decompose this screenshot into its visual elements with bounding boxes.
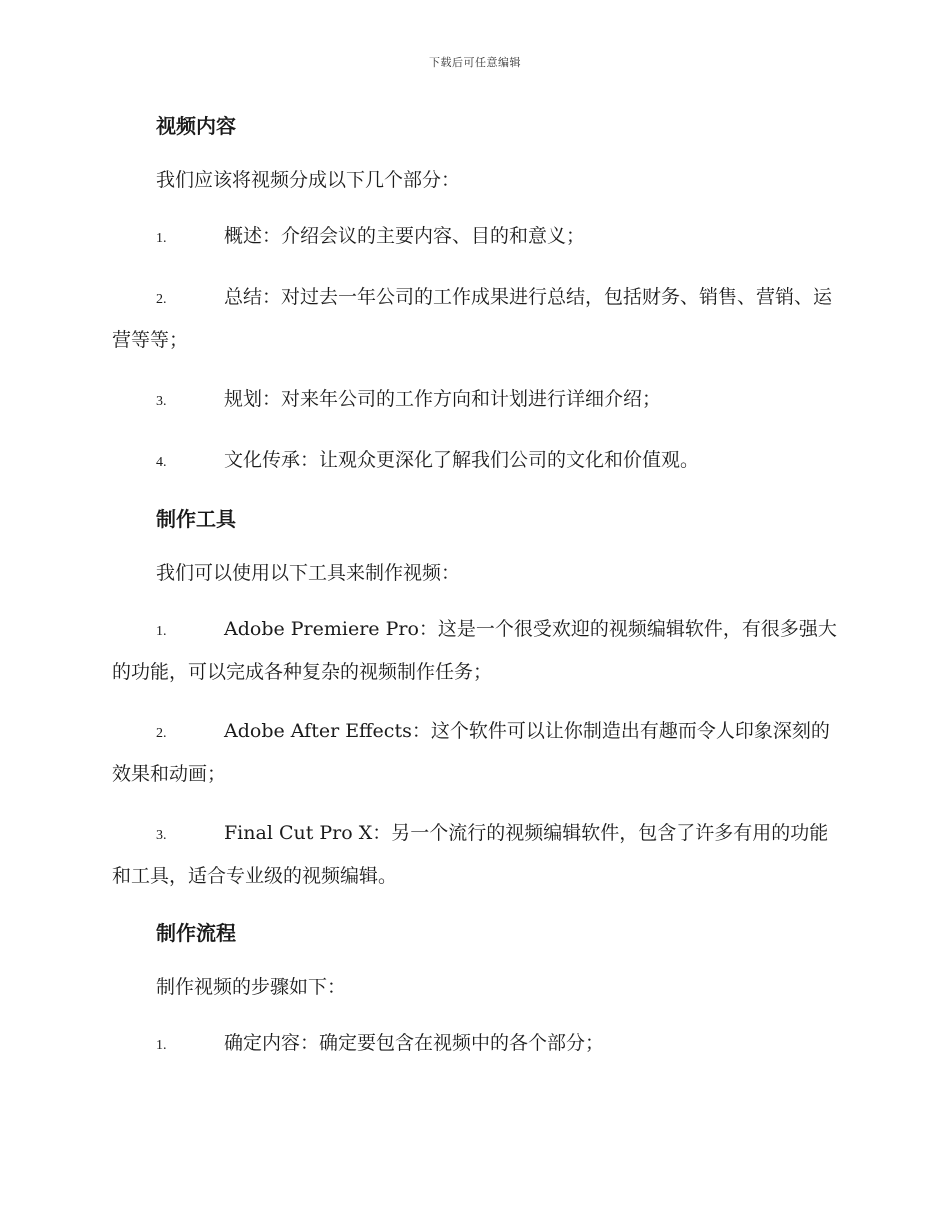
document-body xyxy=(112,108,838,1084)
list-text: Adobe Premiere Pro：这是一个很受欢迎的视频编辑软件，有很多强大的功能，可以完成各种复杂的视频制作任务； xyxy=(112,618,837,683)
list-number: 1. xyxy=(156,624,167,639)
list-number: 1. xyxy=(156,231,167,246)
list-number: 2. xyxy=(156,726,167,741)
list-item xyxy=(112,379,838,422)
list-number: 2. xyxy=(156,292,167,307)
list-item xyxy=(112,813,838,897)
list-text: 文化传承：让观众更深化了解我们公司的文化和价值观。 xyxy=(224,449,700,471)
header-note: 下载后可任意编辑 xyxy=(429,56,521,69)
list-text: 总结：对过去一年公司的工作成果进行总结，包括财务、销售、营销、运营等等； xyxy=(112,286,833,351)
list-number: 4. xyxy=(156,455,167,470)
section-heading: 视频内容 xyxy=(156,114,236,138)
section-intro: 我们应该将视频分成以下几个部分： xyxy=(156,169,461,191)
section-heading: 制作流程 xyxy=(156,921,236,945)
list-item xyxy=(112,440,838,483)
list-item xyxy=(112,1023,838,1066)
list-number: 3. xyxy=(156,828,167,843)
list-text: 确定内容：确定要包含在视频中的各个部分； xyxy=(224,1032,605,1054)
list-item xyxy=(112,216,838,259)
list-text: 规划：对来年公司的工作方向和计划进行详细介绍； xyxy=(224,388,662,410)
list-number: 3. xyxy=(156,394,167,409)
list-number: 1. xyxy=(156,1038,167,1053)
list-item xyxy=(112,711,838,795)
list-text: Final Cut Pro X：另一个流行的视频编辑软件，包含了许多有用的功能和工具，适合专业级的视频编辑。 xyxy=(112,822,829,887)
list-item xyxy=(112,277,838,361)
section-heading: 制作工具 xyxy=(156,507,236,531)
list-item xyxy=(112,609,838,693)
list-text: 概述：介绍会议的主要内容、目的和意义； xyxy=(224,225,586,247)
section-intro: 制作视频的步骤如下： xyxy=(156,976,347,998)
section-intro: 我们可以使用以下工具来制作视频： xyxy=(156,562,461,584)
list-text: Adobe After Effects：这个软件可以让你制造出有趣而令人印象深刻的效果和动画； xyxy=(112,720,830,785)
